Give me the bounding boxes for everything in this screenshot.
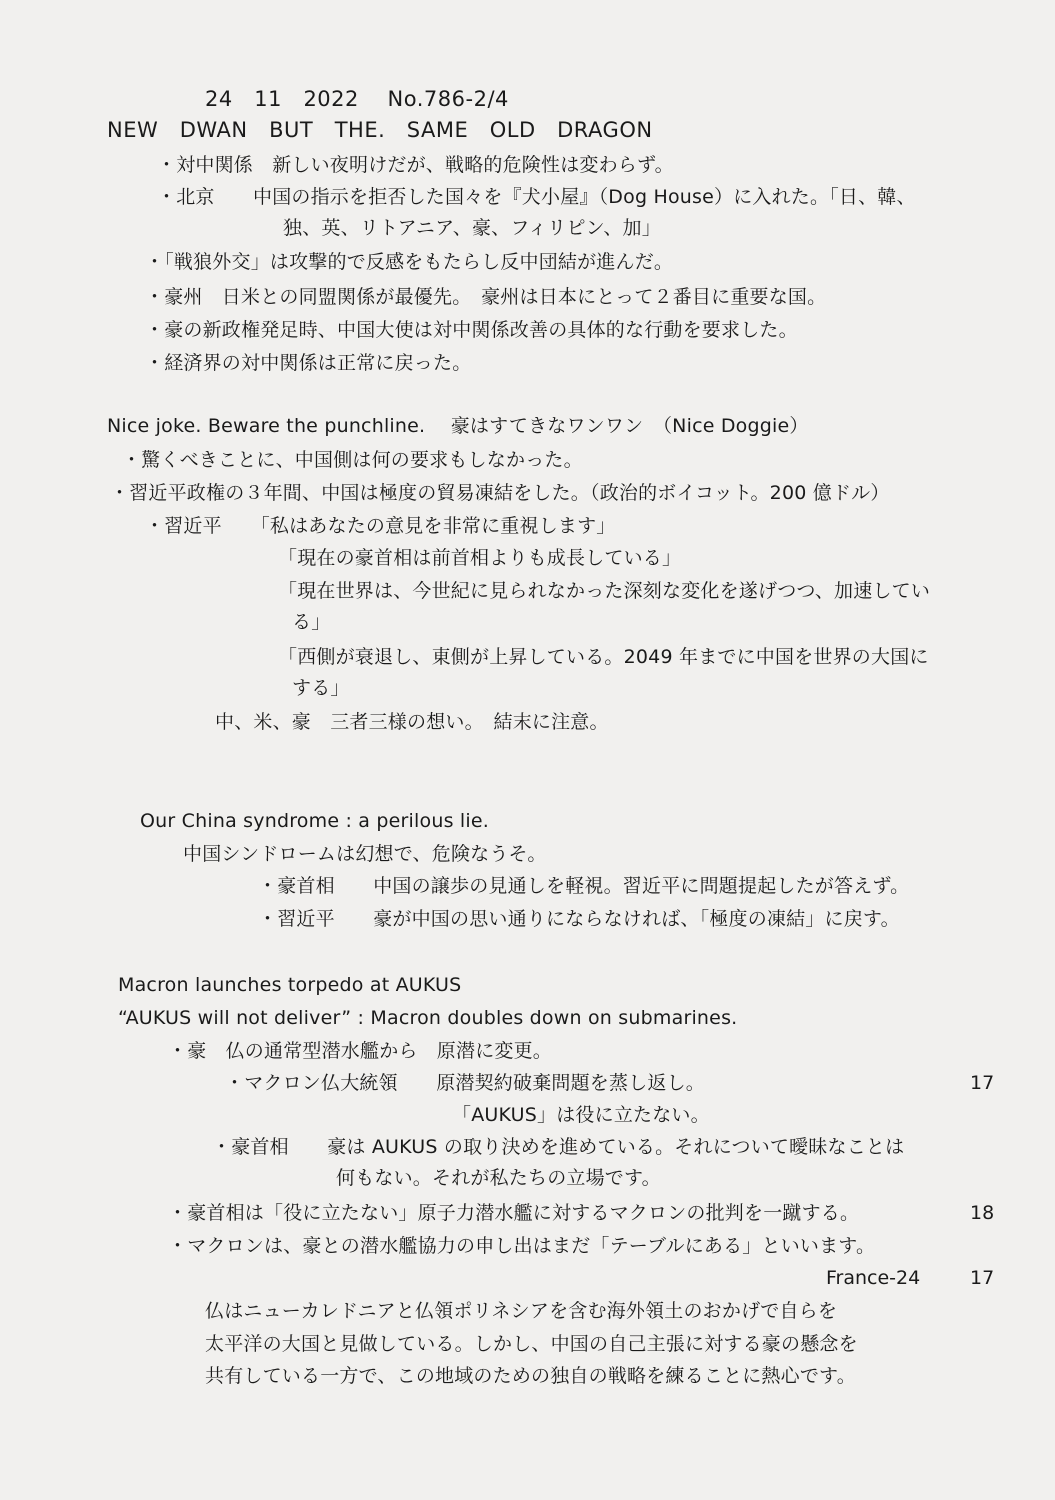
- header-title: NEW DWAN BUT THE. SAME OLD DRAGON: [107, 118, 653, 142]
- s4-para-line-3: 共有している一方で、この地域のための独自の戦略を練ることに熱心です。: [205, 1365, 856, 1387]
- s3-line-3: ・習近平 豪が中国の思い通りにならなければ、「極度の凍結」に戻す。: [258, 908, 900, 930]
- s2-line-9: 中、米、豪 三者三様の想い。 結末に注意。: [215, 711, 609, 733]
- s2-line-3: ・習近平 「私はあなたの意見を非常に重視します」: [145, 515, 616, 537]
- ref-number-17b: 17: [970, 1267, 995, 1289]
- s4-line-3: 「AUKUS」は役に立たない。: [452, 1104, 710, 1126]
- s1-line-1: ・対中関係 新しい夜明けだが、戦略的危険性は変わらず。: [157, 154, 674, 176]
- s2-heading: Nice joke. Beware the punchline. 豪はすてきなワンワン （Nice Doggie）: [107, 415, 809, 437]
- s4-heading-1: Macron launches torpedo at AUKUS: [118, 974, 462, 996]
- s4-line-1: ・豪 仏の通常型潜水艦から 原潜に変更。: [168, 1040, 553, 1062]
- s3-line-2: ・豪首相 中国の譲歩の見通しを軽視。習近平に問題提起したが答えず。: [258, 875, 910, 897]
- s4-line-7: ・マクロンは、豪との潜水艦協力の申し出はまだ「テーブルにある」といいます。: [168, 1235, 876, 1257]
- s4-para-line-1: 仏はニューカレドニアと仏領ポリネシアを含む海外領土のおかげで自らを: [205, 1300, 838, 1322]
- s1-line-7: ・経済界の対中関係は正常に戻った。: [145, 352, 472, 374]
- s4-line-2: ・マクロン仏大統領 原潜契約破棄問題を蒸し返し。: [225, 1072, 706, 1094]
- s1-line-2: ・北京 中国の指示を拒否した国々を『犬小屋』（Dog House）に入れた。「日、韓、: [157, 186, 916, 208]
- s1-line-4: ・「戦狼外交」は攻撃的で反感をもたらし反中団結が進んだ。: [145, 251, 674, 273]
- s2-line-6: る」: [292, 611, 331, 633]
- s1-line-6: ・豪の新政権発足時、中国大使は対中関係改善の具体的な行動を要求した。: [145, 319, 798, 341]
- s2-line-1: ・驚くべきことに、中国側は何の要求もしなかった。: [122, 449, 583, 471]
- s1-line-5: ・豪州 日米との同盟関係が最優先。 豪州は日本にとって２番目に重要な国。: [145, 286, 827, 308]
- s2-line-7: 「西側が衰退し、東側が上昇している。2049 年までに中国を世界の大国に: [278, 646, 929, 668]
- s4-para-line-2: 太平洋の大国と見做している。しかし、中国の自己主張に対する豪の懸念を: [205, 1333, 858, 1355]
- source-label: France-24: [826, 1267, 921, 1289]
- s4-line-6: ・豪首相は「役に立たない」原子力潜水艦に対するマクロンの批判を一蹴する。: [168, 1202, 860, 1224]
- s4-heading-2: “AUKUS will not deliver” : Macron doubles down on submarines.: [118, 1007, 738, 1029]
- s4-line-4: ・豪首相 豪は AUKUS の取り決めを進めている。それについて曖昧なことは: [212, 1136, 905, 1158]
- header-date: 24 11 2022 No.786-2/4: [205, 87, 509, 111]
- s3-heading: Our China syndrome : a perilous lie.: [140, 810, 489, 832]
- s3-line-1: 中国シンドロームは幻想で、危険なうそ。: [183, 843, 547, 865]
- s2-line-5: 「現在世界は、今世紀に見られなかった深刻な変化を遂げつつ、加速してい: [278, 580, 931, 602]
- s2-line-4: 「現在の豪首相は前首相よりも成長している」: [278, 547, 682, 569]
- ref-number-17a: 17: [970, 1072, 995, 1094]
- ref-number-18: 18: [970, 1202, 995, 1224]
- s4-line-5: 何もない。それが私たちの立場です。: [336, 1167, 661, 1189]
- s2-line-2: ・習近平政権の３年間、中国は極度の貿易凍結をした。（政治的ボイコット。200 億ドル）: [110, 482, 890, 504]
- s2-line-8: する」: [292, 677, 350, 699]
- s1-line-3: 独、英、リトアニア、豪、フィリピン、加」: [283, 217, 661, 239]
